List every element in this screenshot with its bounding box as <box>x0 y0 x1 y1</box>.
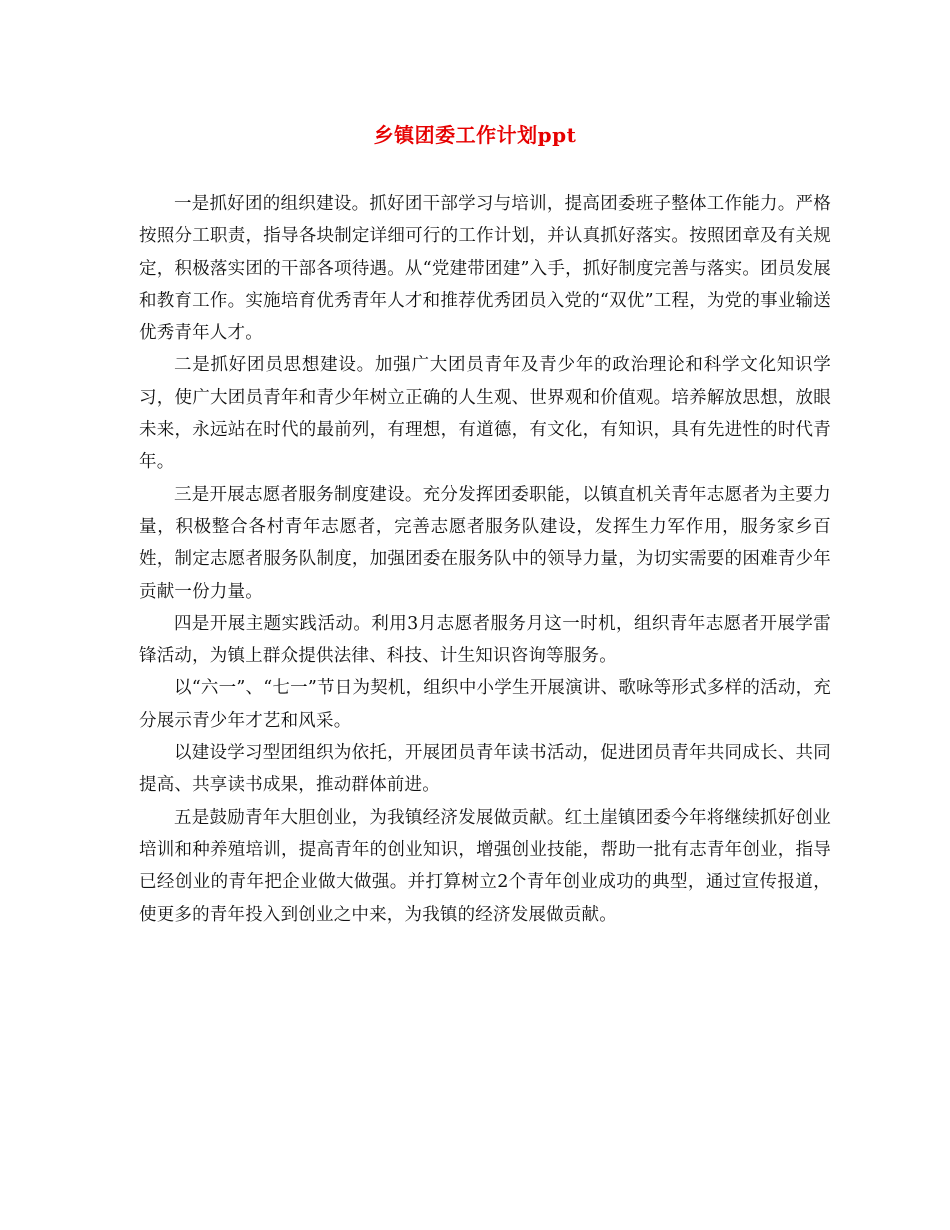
paragraph-reading-activities: 以建设学习型团组织为依托，开展团员青年读书活动，促进团员青年共同成长、共同提高、共享读书成果，推动群体前进。 <box>139 743 831 796</box>
paragraph-ideological-building: 二是抓好团员思想建设。加强广大团员青年及青少年的政治理论和科学文化知识学习，使广大团员青年和青少年树立正确的人生观、世界观和价值观。培养解放思想，放眼未来，永远站在时代的最前列，有理想，有道德，有文化，有知识，具有先进性的时代青年。 <box>139 355 831 473</box>
paragraph-organization-building: 一是抓好团的组织建设。抓好团干部学习与培训，提高团委班子整体工作能力。严格按照分工职责，指导各块制定详细可行的工作计划，并认真抓好落实。按照团章及有关规定，积极落实团的干部各项待遇。从“党建带团建”入手，抓好制度完善与落实。团员发展和教育工作。实施培育优秀青年人才和推荐优秀团员入党的“双优”工程，为党的事业输送优秀青年人才。 <box>139 194 831 344</box>
paragraph-youth-entrepreneurship: 五是鼓励青年大胆创业，为我镇经济发展做贡献。红土崖镇团委今年将继续抓好创业培训和种养殖培训，提高青年的创业知识，增强创业技能，帮助一批有志青年创业，指导已经创业的青年把企业做大做强。并打算树立2个青年创业成功的典型，通过宣传报道，使更多的青年投入到创业之中来，为我镇的经济发展做贡献。 <box>139 807 831 925</box>
paragraph-theme-activities: 四是开展主题实践活动。利用3月志愿者服务月这一时机，组织青年志愿者开展学雷锋活动，为镇上群众提供法律、科技、计生知识咨询等服务。 <box>139 613 831 667</box>
paragraph-volunteer-service: 三是开展志愿者服务制度建设。充分发挥团委职能，以镇直机关青年志愿者为主要力量，积极整合各村青年志愿者，完善志愿者服务队建设，发挥生力军作用，服务家乡百姓，制定志愿者服务队制度，加强团委在服务队中的领导力量，为切实需要的困难青少年贡献一份力量。 <box>139 484 831 602</box>
paragraph-festival-activities: 以“六一”、“七一”节日为契机，组织中小学生开展演讲、歌咏等形式多样的活动，充分展示青少年才艺和风采。 <box>139 678 831 731</box>
document-body <box>139 188 831 931</box>
document-title: 乡镇团委工作计划ppt <box>373 123 577 147</box>
